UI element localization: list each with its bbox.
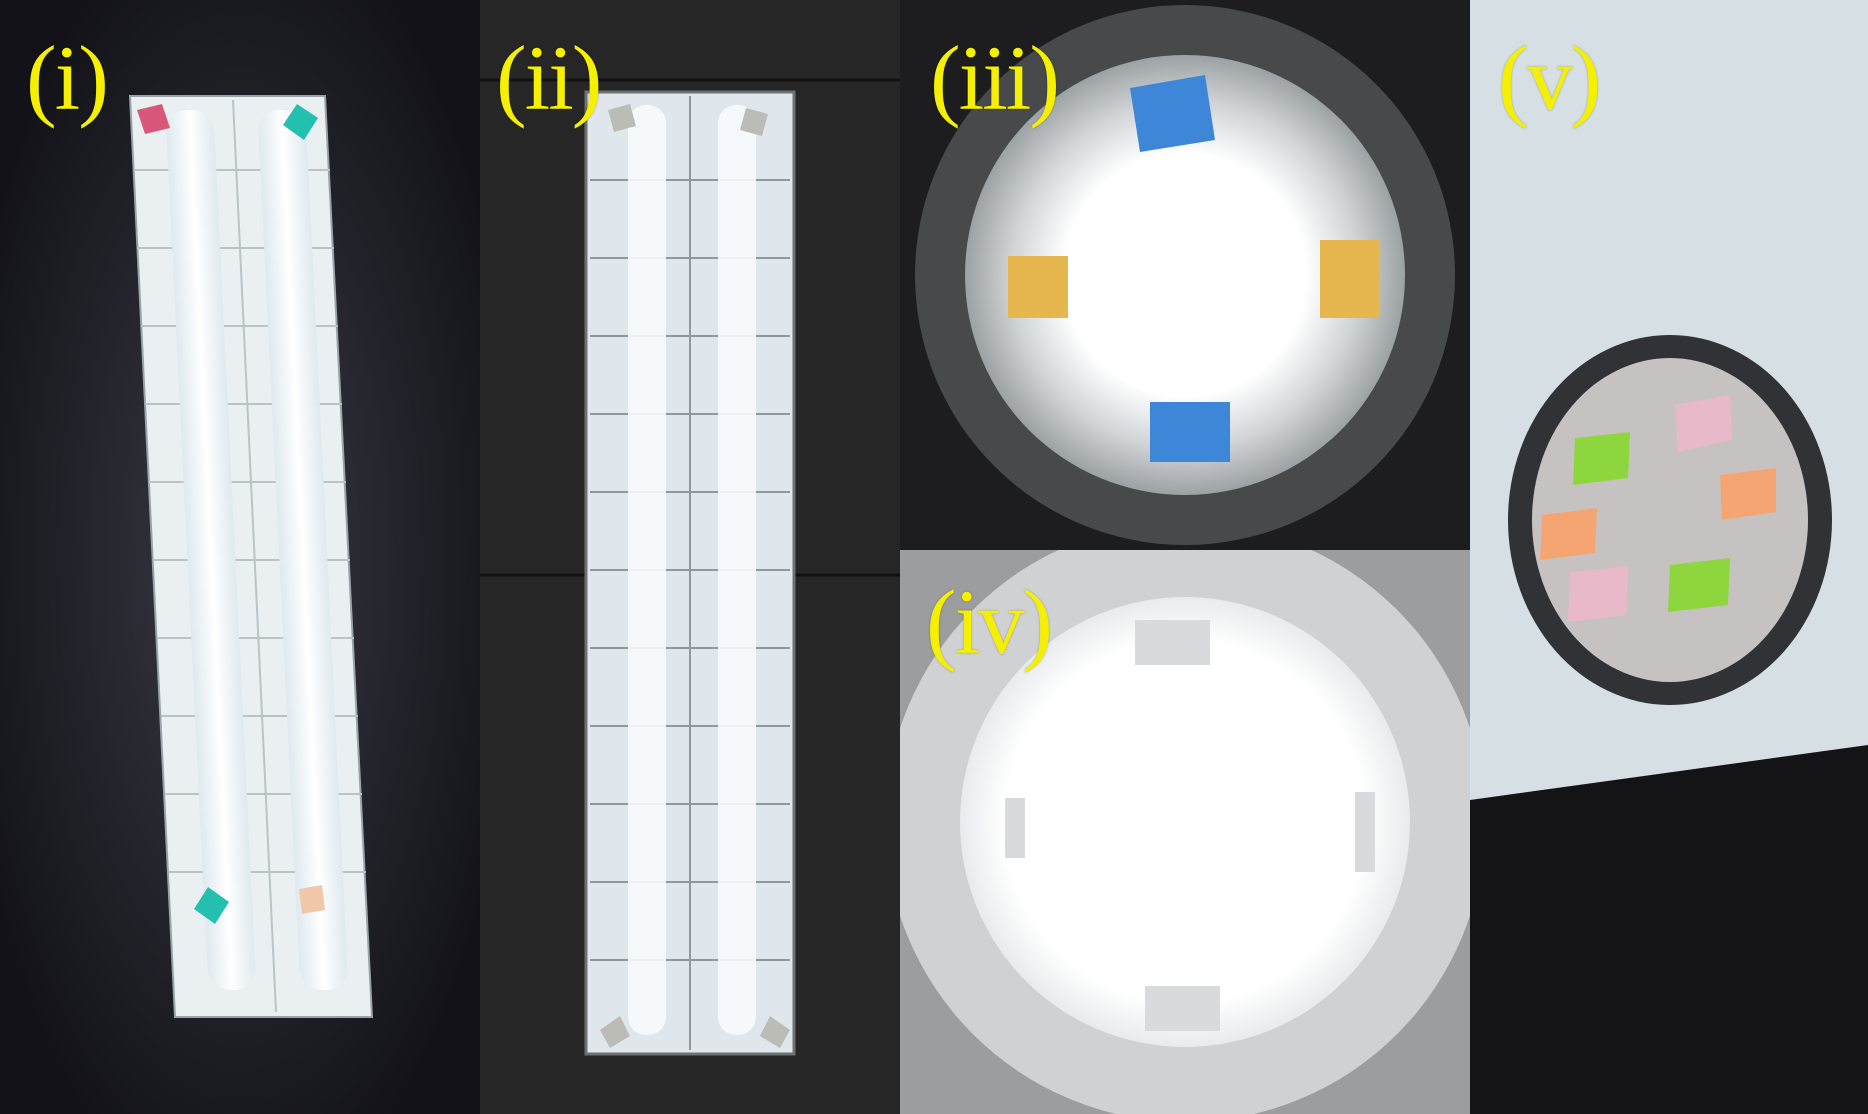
- panel-iv: [900, 550, 1470, 1114]
- panel-label-iv: (iv): [926, 571, 1051, 673]
- panel-i-photo: [0, 0, 480, 1114]
- patch-orange-icon: [1720, 468, 1776, 520]
- panel-label-i: (i): [26, 27, 107, 129]
- marker-blue-icon: [1150, 402, 1230, 462]
- tube-left: [628, 105, 666, 1035]
- patch-orange-icon: [1540, 508, 1597, 560]
- marker-yellow-icon: [1320, 240, 1380, 318]
- marker-pale-icon: [1005, 798, 1025, 858]
- panel-v-photo: [1470, 0, 1868, 1114]
- panel-i: [0, 0, 480, 1114]
- panel-v: [1470, 0, 1868, 1114]
- panel-iii: [900, 0, 1470, 550]
- panel-label-v: (v): [1498, 27, 1600, 129]
- patch-green-icon: [1573, 432, 1630, 485]
- marker-peach-icon: [299, 885, 325, 914]
- tube-right: [718, 105, 756, 1035]
- marker-pale-icon: [1135, 620, 1210, 665]
- marker-pale-icon: [1355, 792, 1375, 872]
- marker-yellow-icon: [1008, 256, 1068, 318]
- panel-ii-photo: [480, 0, 900, 1114]
- marker-pale-icon: [1145, 986, 1220, 1031]
- patch-pink-icon: [1568, 566, 1628, 622]
- patch-green-icon: [1668, 558, 1730, 612]
- panel-ii: [480, 0, 900, 1114]
- panel-label-iii: (iii): [930, 27, 1058, 129]
- marker-blue-icon: [1130, 75, 1215, 152]
- panel-label-ii: (ii): [496, 27, 601, 129]
